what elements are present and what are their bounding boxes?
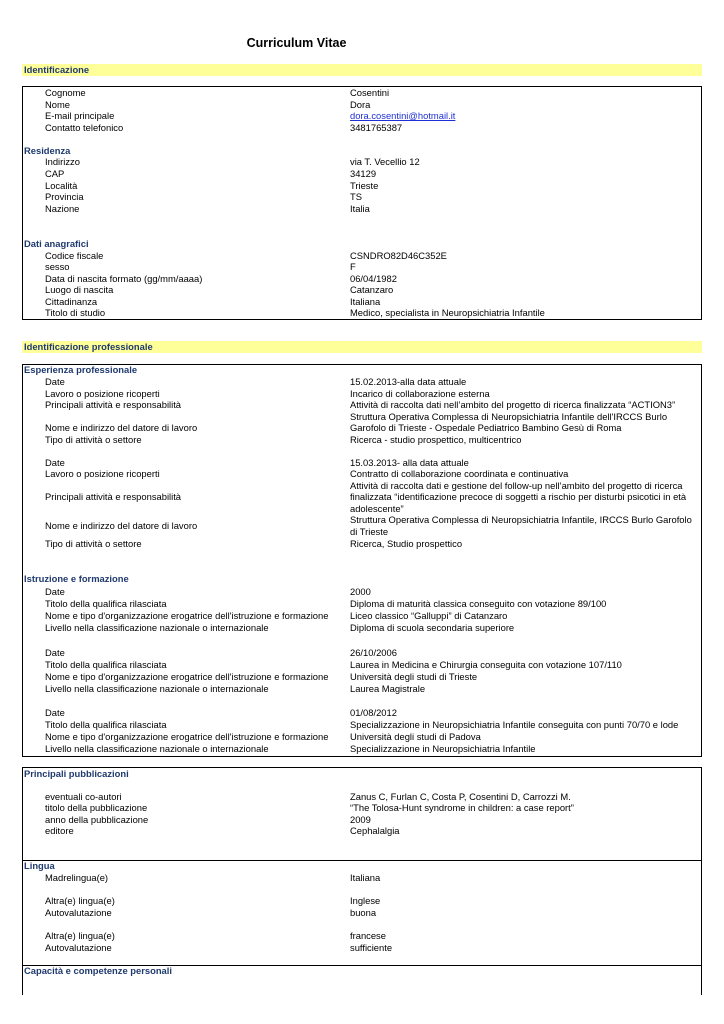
row-exp2-lavoro bbox=[0, 468, 724, 480]
row-label: Date bbox=[45, 586, 65, 597]
row-autovalutazione-1 bbox=[0, 907, 724, 919]
row-value: Italiana bbox=[350, 872, 381, 883]
row-edu1-org bbox=[0, 610, 724, 622]
row-edu2-livello bbox=[0, 683, 724, 695]
row-value: sufficiente bbox=[350, 942, 393, 953]
row-sesso bbox=[0, 261, 724, 273]
row-label: Cittadinanza bbox=[45, 296, 98, 307]
row-value: 06/04/1982 bbox=[350, 273, 397, 284]
row-cap bbox=[0, 168, 724, 180]
row-value: Italia bbox=[350, 203, 370, 214]
row-value: Specializzazione in Neuropsichiatria Infantile conseguita con punti 70/70 e lode bbox=[350, 719, 679, 730]
row-nazione bbox=[0, 203, 724, 215]
row-exp1-date bbox=[0, 376, 724, 388]
row-label: Nome e indirizzo del datore di lavoro bbox=[45, 520, 198, 531]
row-label: Nome e tipo d'organizzazione erogatrice dell'istruzione e formazione bbox=[45, 731, 329, 742]
row-value: 15.03.2013- alla data attuale bbox=[350, 457, 469, 468]
row-exp2-tipo bbox=[0, 538, 724, 550]
row-value: Università degli studi di Padova bbox=[350, 731, 481, 742]
row-label: Tipo di attività o settore bbox=[45, 538, 142, 549]
page-title: Curriculum Vitae bbox=[246, 36, 347, 50]
row-exp2-trieste bbox=[0, 526, 724, 538]
row-value: Laurea Magistrale bbox=[350, 683, 426, 694]
row-luogo-nascita bbox=[0, 284, 724, 296]
row-label: Date bbox=[45, 457, 65, 468]
row-label: Principali attività e responsabilità bbox=[45, 491, 182, 502]
row-value: Struttura Operativa Complessa di Neuropsichiatria Infantile, IRCCS Burlo Garofolo bbox=[350, 514, 692, 525]
row-edu3-livello bbox=[0, 743, 724, 755]
row-value: di Trieste bbox=[350, 526, 389, 537]
row-value: Università degli studi di Trieste bbox=[350, 671, 478, 682]
row-label: Nome e tipo d'organizzazione erogatrice dell'istruzione e formazione bbox=[45, 671, 329, 682]
row-label: Titolo della qualifica rilasciata bbox=[45, 719, 167, 730]
row-exp2-attivita-2 bbox=[0, 491, 724, 503]
row-label: editore bbox=[45, 825, 74, 836]
row-label: anno della pubblicazione bbox=[45, 814, 149, 825]
row-label: Altra(e) lingua(e) bbox=[45, 895, 115, 906]
row-edu2-org bbox=[0, 671, 724, 683]
row-value: Attività di raccolta dati e gestione del follow-up nell’ambito del progetto di ricerca bbox=[350, 480, 683, 491]
row-value: Attività di raccolta dati nell’ambito del progetto di ricerca finalizzata “ACTION3” bbox=[350, 399, 676, 410]
row-edu3-titolo bbox=[0, 719, 724, 731]
row-label: E-mail principale bbox=[45, 110, 115, 121]
row-value: 15.02.2013-alla data attuale bbox=[350, 376, 467, 387]
row-value: Trieste bbox=[350, 180, 379, 191]
row-edu3-org bbox=[0, 731, 724, 743]
row-lingua-1 bbox=[0, 895, 724, 907]
section-pubblicazioni: Principali pubblicazioni bbox=[24, 768, 129, 779]
row-value: Catanzaro bbox=[350, 284, 394, 295]
row-label: titolo della pubblicazione bbox=[45, 802, 148, 813]
row-value: Cephalalgia bbox=[350, 825, 400, 836]
row-label: Luogo di nascita bbox=[45, 284, 114, 295]
row-label: Tipo di attività o settore bbox=[45, 434, 142, 445]
row-label: CAP bbox=[45, 168, 65, 179]
bar-identificazione: Identificazione bbox=[22, 64, 702, 76]
row-label: Date bbox=[45, 376, 65, 387]
row-label: Nazione bbox=[45, 203, 80, 214]
row-value: Inglese bbox=[350, 895, 381, 906]
row-exp1-tipo bbox=[0, 434, 724, 446]
row-value: Dora bbox=[350, 99, 371, 110]
row-label: Livello nella classificazione nazionale o internazionale bbox=[45, 743, 269, 754]
row-label: Nome e tipo d'organizzazione erogatrice dell'istruzione e formazione bbox=[45, 610, 329, 621]
row-label: Lavoro o posizione ricoperti bbox=[45, 468, 160, 479]
row-label: Titolo della qualifica rilasciata bbox=[45, 598, 167, 609]
row-value: adolescente” bbox=[350, 503, 404, 514]
row-label: Autovalutazione bbox=[45, 907, 112, 918]
row-label: Principali attività e responsabilità bbox=[45, 399, 182, 410]
row-telefono bbox=[0, 122, 724, 134]
row-value: Liceo classico “Galluppi” di Catanzaro bbox=[350, 610, 508, 621]
row-label: Lavoro o posizione ricoperti bbox=[45, 388, 160, 399]
row-madrelingua bbox=[0, 872, 724, 884]
row-label: eventuali co-autori bbox=[45, 791, 122, 802]
row-label: Date bbox=[45, 647, 65, 658]
row-indirizzo bbox=[0, 156, 724, 168]
row-value: buona bbox=[350, 907, 377, 918]
row-label: Codice fiscale bbox=[45, 250, 104, 261]
row-label: Titolo di studio bbox=[45, 307, 106, 318]
row-value: 34129 bbox=[350, 168, 377, 179]
row-value: Ricerca, Studio prospettico bbox=[350, 538, 463, 549]
row-value: Specializzazione in Neuropsichiatria Infantile bbox=[350, 743, 536, 754]
row-value: Struttura Operativa Complessa di Neuropsichiatria Infantile dell'IRCCS Burlo bbox=[350, 411, 668, 422]
row-value: F bbox=[350, 261, 356, 272]
row-label: sesso bbox=[45, 261, 70, 272]
row-label: Titolo della qualifica rilasciata bbox=[45, 659, 167, 670]
row-label: Indirizzo bbox=[45, 156, 80, 167]
row-value: 2000 bbox=[350, 586, 371, 597]
row-value: Garofolo di Trieste - Ospedale Pediatrico Bambino Gesù di Roma bbox=[350, 422, 622, 433]
row-edu1-livello bbox=[0, 622, 724, 634]
email-link[interactable]: dora.cosentini@hotmail.it bbox=[350, 110, 456, 121]
row-value: Italiana bbox=[350, 296, 381, 307]
row-label: Date bbox=[45, 707, 65, 718]
row-label: Autovalutazione bbox=[45, 942, 112, 953]
row-label: Altra(e) lingua(e) bbox=[45, 930, 115, 941]
row-titolo-studio bbox=[0, 307, 724, 319]
row-label: Madrelingua(e) bbox=[45, 872, 109, 883]
section-esperienza: Esperienza professionale bbox=[24, 364, 138, 375]
row-label: Cognome bbox=[45, 87, 86, 98]
row-pub-editore bbox=[0, 825, 724, 837]
row-value: finalizzata “identificazione precoce di soggetti a rischio per disturbi psicotici in età bbox=[350, 491, 687, 502]
row-lingua-2 bbox=[0, 930, 724, 942]
bar-identificazione-professionale: Identificazione professionale bbox=[22, 341, 702, 353]
row-provincia bbox=[0, 191, 724, 203]
row-value: Diploma di scuola secondaria superiore bbox=[350, 622, 515, 633]
row-label: Località bbox=[45, 180, 78, 191]
row-value: via T. Vecellio 12 bbox=[350, 156, 420, 167]
row-value: 3481765387 bbox=[350, 122, 403, 133]
row-value: Contratto di collaborazione coordinata e continuativa bbox=[350, 468, 569, 479]
row-value: Cosentini bbox=[350, 87, 390, 98]
section-lingua: Lingua bbox=[24, 860, 55, 871]
section-dati-anagrafici: Dati anagrafici bbox=[24, 238, 89, 249]
section-residenza: Residenza bbox=[24, 145, 71, 156]
row-edu1-date bbox=[0, 586, 724, 598]
row-label: Livello nella classificazione nazionale o internazionale bbox=[45, 683, 269, 694]
row-email bbox=[0, 110, 724, 122]
row-cognome bbox=[0, 87, 724, 99]
row-label: Nome e indirizzo del datore di lavoro bbox=[45, 422, 198, 433]
row-value: 26/10/2006 bbox=[350, 647, 397, 658]
row-value: CSNDRO82D46C352E bbox=[350, 250, 447, 261]
row-value: Medico, specialista in Neuropsichiatria Infantile bbox=[350, 307, 545, 318]
row-label: Contatto telefonico bbox=[45, 122, 124, 133]
row-edu2-date bbox=[0, 647, 724, 659]
row-value: 2009 bbox=[350, 814, 371, 825]
section-capacita: Capacità e competenze personali bbox=[24, 965, 172, 976]
row-value: Zanus C, Furlan C, Costa P, Cosentini D, Carrozzi M. bbox=[350, 791, 571, 802]
row-label: Nome bbox=[45, 99, 71, 110]
row-edu2-titolo bbox=[0, 659, 724, 671]
row-value: Incarico di collaborazione esterna bbox=[350, 388, 490, 399]
row-value: TS bbox=[350, 191, 362, 202]
row-label: Livello nella classificazione nazionale o internazionale bbox=[45, 622, 269, 633]
row-autovalutazione-2 bbox=[0, 942, 724, 954]
row-label: Provincia bbox=[45, 191, 84, 202]
row-value: Diploma di maturità classica conseguito con votazione 89/100 bbox=[350, 598, 607, 609]
row-pub-titolo bbox=[0, 802, 724, 814]
section-istruzione: Istruzione e formazione bbox=[24, 573, 129, 584]
row-value: Ricerca - studio prospettico, multicentrico bbox=[350, 434, 522, 445]
row-label: Data di nascita formato (gg/mm/aaaa) bbox=[45, 273, 203, 284]
row-value: 01/08/2012 bbox=[350, 707, 397, 718]
row-value: Laurea in Medicina e Chirurgia conseguita con votazione 107/110 bbox=[350, 659, 622, 670]
row-edu1-titolo bbox=[0, 598, 724, 610]
row-value: “The Tolosa-Hunt syndrome in children: a case report” bbox=[350, 802, 574, 813]
row-exp1-datore bbox=[0, 422, 724, 434]
row-exp1-attivita bbox=[0, 399, 724, 411]
row-edu3-date bbox=[0, 707, 724, 719]
row-value: francese bbox=[350, 930, 386, 941]
